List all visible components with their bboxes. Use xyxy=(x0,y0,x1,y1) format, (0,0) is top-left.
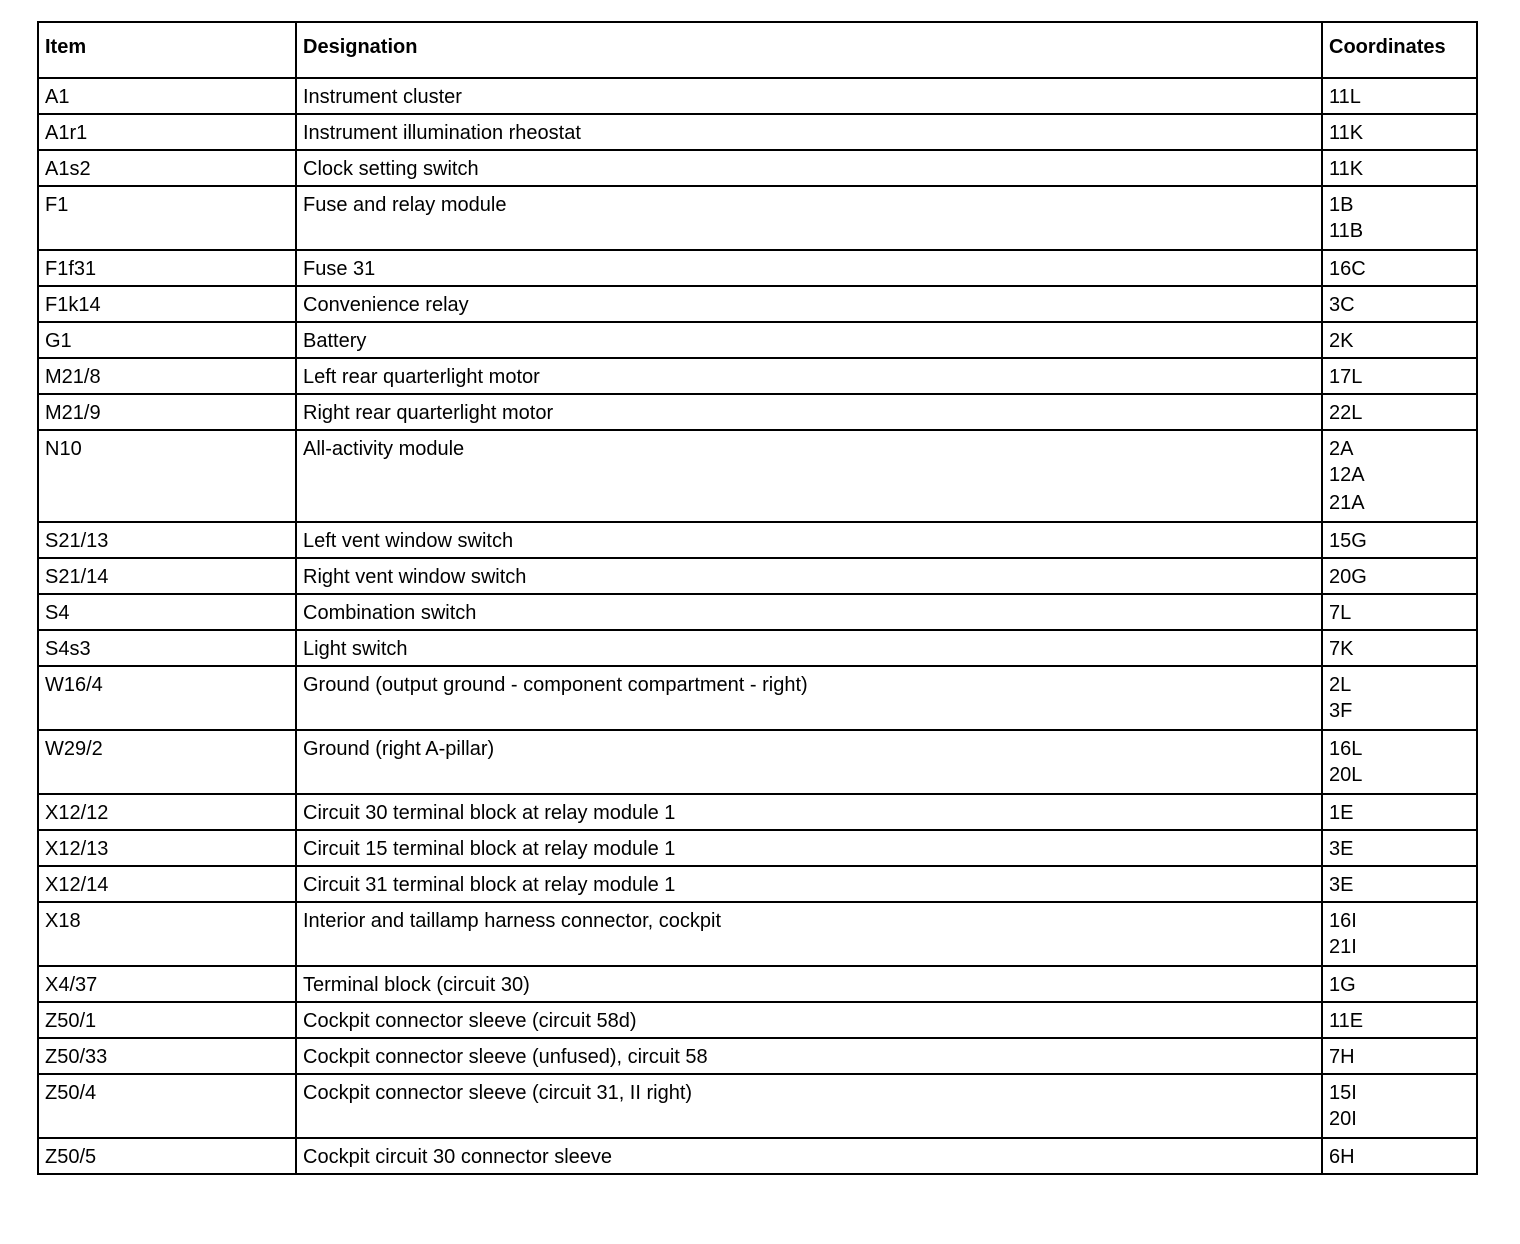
designation-cell: Instrument illumination rheostat xyxy=(296,114,1322,150)
item-cell: A1r1 xyxy=(38,114,296,150)
table-row xyxy=(38,558,1477,594)
coordinates-cell xyxy=(1322,1138,1477,1174)
table-row xyxy=(38,730,1477,794)
designation-cell: Combination switch xyxy=(296,594,1322,630)
coordinate-value: 6H xyxy=(1329,1146,1355,1168)
item-cell: W29/2 xyxy=(38,730,296,794)
table-row xyxy=(38,322,1477,358)
designation-cell: Cockpit circuit 30 connector sleeve xyxy=(296,1138,1322,1174)
coordinates-cell xyxy=(1322,394,1477,430)
item-cell: A1 xyxy=(38,78,296,114)
designation-cell: Interior and taillamp harness connector, cockpit xyxy=(296,902,1322,966)
table-row xyxy=(38,250,1477,286)
coordinate-value: 21I xyxy=(1329,936,1357,958)
coordinate-value: 20L xyxy=(1329,764,1363,786)
coordinates-cell xyxy=(1322,1074,1477,1138)
designation-cell: Ground (right A-pillar) xyxy=(296,730,1322,794)
table-row xyxy=(38,1038,1477,1074)
coordinate-value: 11L xyxy=(1329,86,1361,108)
table-row xyxy=(38,394,1477,430)
coordinate-value: 1B xyxy=(1329,194,1354,216)
coordinates-cell xyxy=(1322,794,1477,830)
coordinates-cell xyxy=(1322,1002,1477,1038)
coordinate-value: 15I xyxy=(1329,1082,1357,1104)
item-cell: X12/14 xyxy=(38,866,296,902)
coordinate-value: 11B xyxy=(1329,220,1364,242)
designation-cell: Right vent window switch xyxy=(296,558,1322,594)
designation-cell: Cockpit connector sleeve (circuit 58d) xyxy=(296,1002,1322,1038)
designation-cell: Circuit 31 terminal block at relay module 1 xyxy=(296,866,1322,902)
table-row xyxy=(38,78,1477,114)
coordinate-value: 11K xyxy=(1329,122,1364,144)
item-cell: S4 xyxy=(38,594,296,630)
coordinate-value: 17L xyxy=(1329,366,1363,388)
designation-cell: All-activity module xyxy=(296,430,1322,522)
coordinate-value: 22L xyxy=(1329,402,1363,424)
coordinate-value: 2K xyxy=(1329,330,1354,352)
table-row xyxy=(38,830,1477,866)
coordinate-value: 3C xyxy=(1329,294,1355,316)
table-row xyxy=(38,150,1477,186)
coordinates-cell xyxy=(1322,630,1477,666)
coordinate-value: 16L xyxy=(1329,738,1363,760)
designation-cell: Clock setting switch xyxy=(296,150,1322,186)
coordinates-cell xyxy=(1322,150,1477,186)
coordinate-value: 2A xyxy=(1329,438,1354,460)
coordinate-value: 20I xyxy=(1329,1108,1357,1130)
coordinates-cell xyxy=(1322,558,1477,594)
item-cell: S21/13 xyxy=(38,522,296,558)
coordinate-value: 7L xyxy=(1329,602,1352,624)
designation-cell: Circuit 30 terminal block at relay module 1 xyxy=(296,794,1322,830)
table-row xyxy=(38,286,1477,322)
table-row xyxy=(38,522,1477,558)
item-cell: M21/9 xyxy=(38,394,296,430)
coordinate-value: 12A xyxy=(1329,464,1365,486)
coordinate-value: 11E xyxy=(1329,1010,1364,1032)
item-cell: M21/8 xyxy=(38,358,296,394)
coordinates-cell xyxy=(1322,594,1477,630)
coordinates-cell xyxy=(1322,358,1477,394)
coordinates-cell xyxy=(1322,866,1477,902)
coordinate-value: 15G xyxy=(1329,530,1367,552)
coordinates-cell xyxy=(1322,286,1477,322)
designation-cell: Instrument cluster xyxy=(296,78,1322,114)
coordinates-cell xyxy=(1322,78,1477,114)
coordinates-cell xyxy=(1322,666,1477,730)
coordinates-cell xyxy=(1322,250,1477,286)
item-cell: Z50/5 xyxy=(38,1138,296,1174)
designation-cell: Cockpit connector sleeve (circuit 31, II right) xyxy=(296,1074,1322,1138)
coordinate-value: 21A xyxy=(1329,492,1365,514)
coordinates-cell xyxy=(1322,114,1477,150)
item-cell: X4/37 xyxy=(38,966,296,1002)
designation-cell: Battery xyxy=(296,322,1322,358)
designation-cell: Right rear quarterlight motor xyxy=(296,394,1322,430)
table-row xyxy=(38,866,1477,902)
header-coordinates: Coordinates xyxy=(1322,22,1477,78)
coordinate-value: 3E xyxy=(1329,874,1354,896)
item-cell: F1 xyxy=(38,186,296,250)
designation-cell: Fuse 31 xyxy=(296,250,1322,286)
coordinates-cell xyxy=(1322,430,1477,522)
item-cell: G1 xyxy=(38,322,296,358)
table-row xyxy=(38,594,1477,630)
header-row xyxy=(38,22,1477,78)
table-row xyxy=(38,666,1477,730)
item-cell: Z50/1 xyxy=(38,1002,296,1038)
item-cell: X18 xyxy=(38,902,296,966)
coordinate-value: 1G xyxy=(1329,974,1356,996)
coordinate-value: 2L xyxy=(1329,674,1352,696)
coordinates-cell xyxy=(1322,522,1477,558)
table-row xyxy=(38,358,1477,394)
coordinate-value: 16C xyxy=(1329,258,1366,280)
coordinate-value: 3E xyxy=(1329,838,1354,860)
item-cell: N10 xyxy=(38,430,296,522)
designation-cell: Circuit 15 terminal block at relay module 1 xyxy=(296,830,1322,866)
table-row xyxy=(38,1002,1477,1038)
coordinates-cell xyxy=(1322,966,1477,1002)
coordinate-value: 16I xyxy=(1329,910,1357,932)
item-cell: A1s2 xyxy=(38,150,296,186)
table-row xyxy=(38,794,1477,830)
coordinates-cell xyxy=(1322,1038,1477,1074)
designation-cell: Fuse and relay module xyxy=(296,186,1322,250)
designation-cell: Left vent window switch xyxy=(296,522,1322,558)
designation-cell: Light switch xyxy=(296,630,1322,666)
coordinate-value: 11K xyxy=(1329,158,1364,180)
item-cell: S4s3 xyxy=(38,630,296,666)
table-row xyxy=(38,902,1477,966)
item-cell: S21/14 xyxy=(38,558,296,594)
table-row xyxy=(38,630,1477,666)
designation-cell: Left rear quarterlight motor xyxy=(296,358,1322,394)
table-row xyxy=(38,186,1477,250)
item-cell: X12/12 xyxy=(38,794,296,830)
designation-cell: Ground (output ground - component compartment - right) xyxy=(296,666,1322,730)
coordinates-cell xyxy=(1322,730,1477,794)
component-table xyxy=(37,21,1478,1175)
coordinate-value: 7K xyxy=(1329,638,1354,660)
item-cell: Z50/4 xyxy=(38,1074,296,1138)
item-cell: F1f31 xyxy=(38,250,296,286)
coordinates-cell xyxy=(1322,322,1477,358)
coordinate-value: 1E xyxy=(1329,802,1354,824)
designation-cell: Cockpit connector sleeve (unfused), circuit 58 xyxy=(296,1038,1322,1074)
table-row xyxy=(38,430,1477,522)
item-cell: F1k14 xyxy=(38,286,296,322)
table-row xyxy=(38,1138,1477,1174)
item-cell: Z50/33 xyxy=(38,1038,296,1074)
coordinate-value: 3F xyxy=(1329,700,1353,722)
designation-cell: Terminal block (circuit 30) xyxy=(296,966,1322,1002)
item-cell: W16/4 xyxy=(38,666,296,730)
coordinate-value: 7H xyxy=(1329,1046,1355,1068)
header-item: Item xyxy=(38,22,296,78)
designation-cell: Convenience relay xyxy=(296,286,1322,322)
coordinates-cell xyxy=(1322,186,1477,250)
table-row xyxy=(38,1074,1477,1138)
item-cell: X12/13 xyxy=(38,830,296,866)
header-designation: Designation xyxy=(296,22,1322,78)
coordinate-value: 20G xyxy=(1329,566,1367,588)
table-body xyxy=(38,78,1477,1174)
coordinates-cell xyxy=(1322,830,1477,866)
table-row xyxy=(38,114,1477,150)
table-row xyxy=(38,966,1477,1002)
coordinates-cell xyxy=(1322,902,1477,966)
